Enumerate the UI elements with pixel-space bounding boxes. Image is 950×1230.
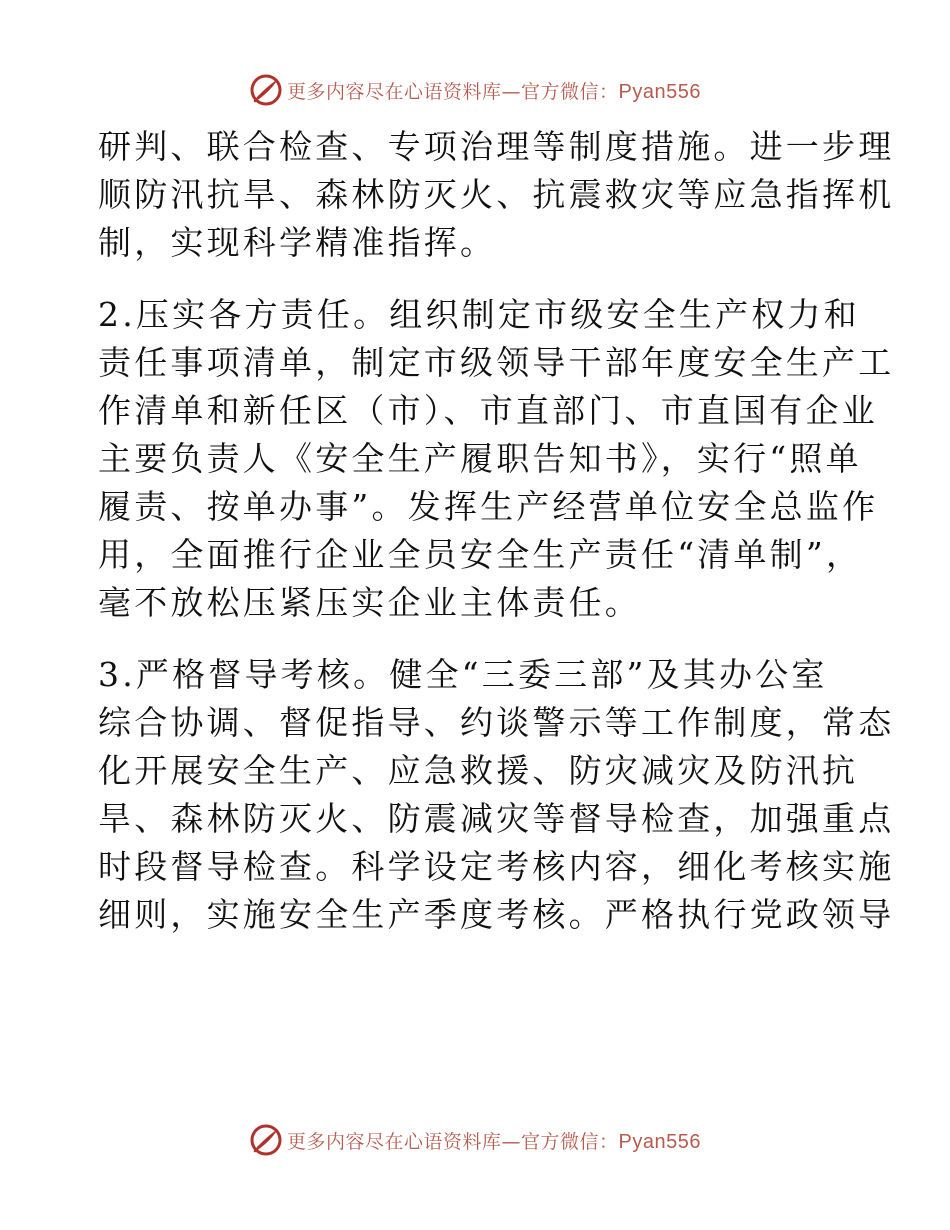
watermark-label: 官方微信： xyxy=(521,1130,619,1153)
text-line: 履责、按单办事”。发挥生产经营单位安全总监作 xyxy=(98,487,879,526)
text-line: 研判、联合检查、专项治理等制度措施。进一步理 xyxy=(98,127,895,166)
text-line: 2.压实各方责任。组织制定市级安全生产权力和 xyxy=(98,295,860,334)
watermark-main: 更多内容尽在心语资料库 xyxy=(287,80,502,103)
watermark-wechat-id: Pyan556 xyxy=(618,80,701,103)
watermark-text xyxy=(287,77,701,104)
paragraph xyxy=(98,291,895,627)
footer-watermark xyxy=(0,1120,950,1160)
watermark-text xyxy=(287,1127,701,1154)
text-line: 旱、森林防灭火、防震减灾等督导检查，加强重点 xyxy=(98,799,895,838)
text-line: 制，实现科学精准指挥。 xyxy=(98,223,497,262)
text-line: 顺防汛抗旱、森林防灭火、抗震救灾等应急指挥机 xyxy=(98,175,895,214)
text-line: 综合协调、督促指导、约谈警示等工作制度，常态 xyxy=(98,703,895,742)
document-body xyxy=(98,123,895,939)
watermark-main: 更多内容尽在心语资料库 xyxy=(287,1130,502,1153)
paragraph xyxy=(98,123,895,267)
text-line: 用，全面推行企业全员安全生产责任“清单制”， xyxy=(98,535,863,574)
header-watermark xyxy=(0,70,950,110)
watermark-label: 官方微信： xyxy=(521,80,619,103)
watermark-dash: — xyxy=(501,80,522,103)
text-line: 细则，实施安全生产季度考核。严格执行党政领导 xyxy=(98,895,895,934)
feather-logo-icon xyxy=(249,73,283,107)
watermark-wechat-id: Pyan556 xyxy=(618,1130,701,1153)
text-line: 责任事项清单，制定市级领导干部年度安全生产工 xyxy=(98,343,895,382)
text-line: 时段督导检查。科学设定考核内容，细化考核实施 xyxy=(98,847,895,886)
text-line: 主要负责人《安全生产履职告知书》，实行“照单 xyxy=(98,439,862,478)
feather-logo-icon xyxy=(249,1123,283,1157)
text-line: 化开展安全生产、应急救援、防灾减灾及防汛抗 xyxy=(98,751,859,790)
text-line: 3.严格督导考核。健全“三委三部”及其办公室 xyxy=(98,655,828,694)
text-line: 作清单和新任区（市）、市直部门、市直国有企业 xyxy=(98,391,878,430)
text-line: 毫不放松压紧压实企业主体责任。 xyxy=(98,583,641,622)
watermark-dash: — xyxy=(501,1130,522,1153)
paragraph xyxy=(98,651,895,939)
